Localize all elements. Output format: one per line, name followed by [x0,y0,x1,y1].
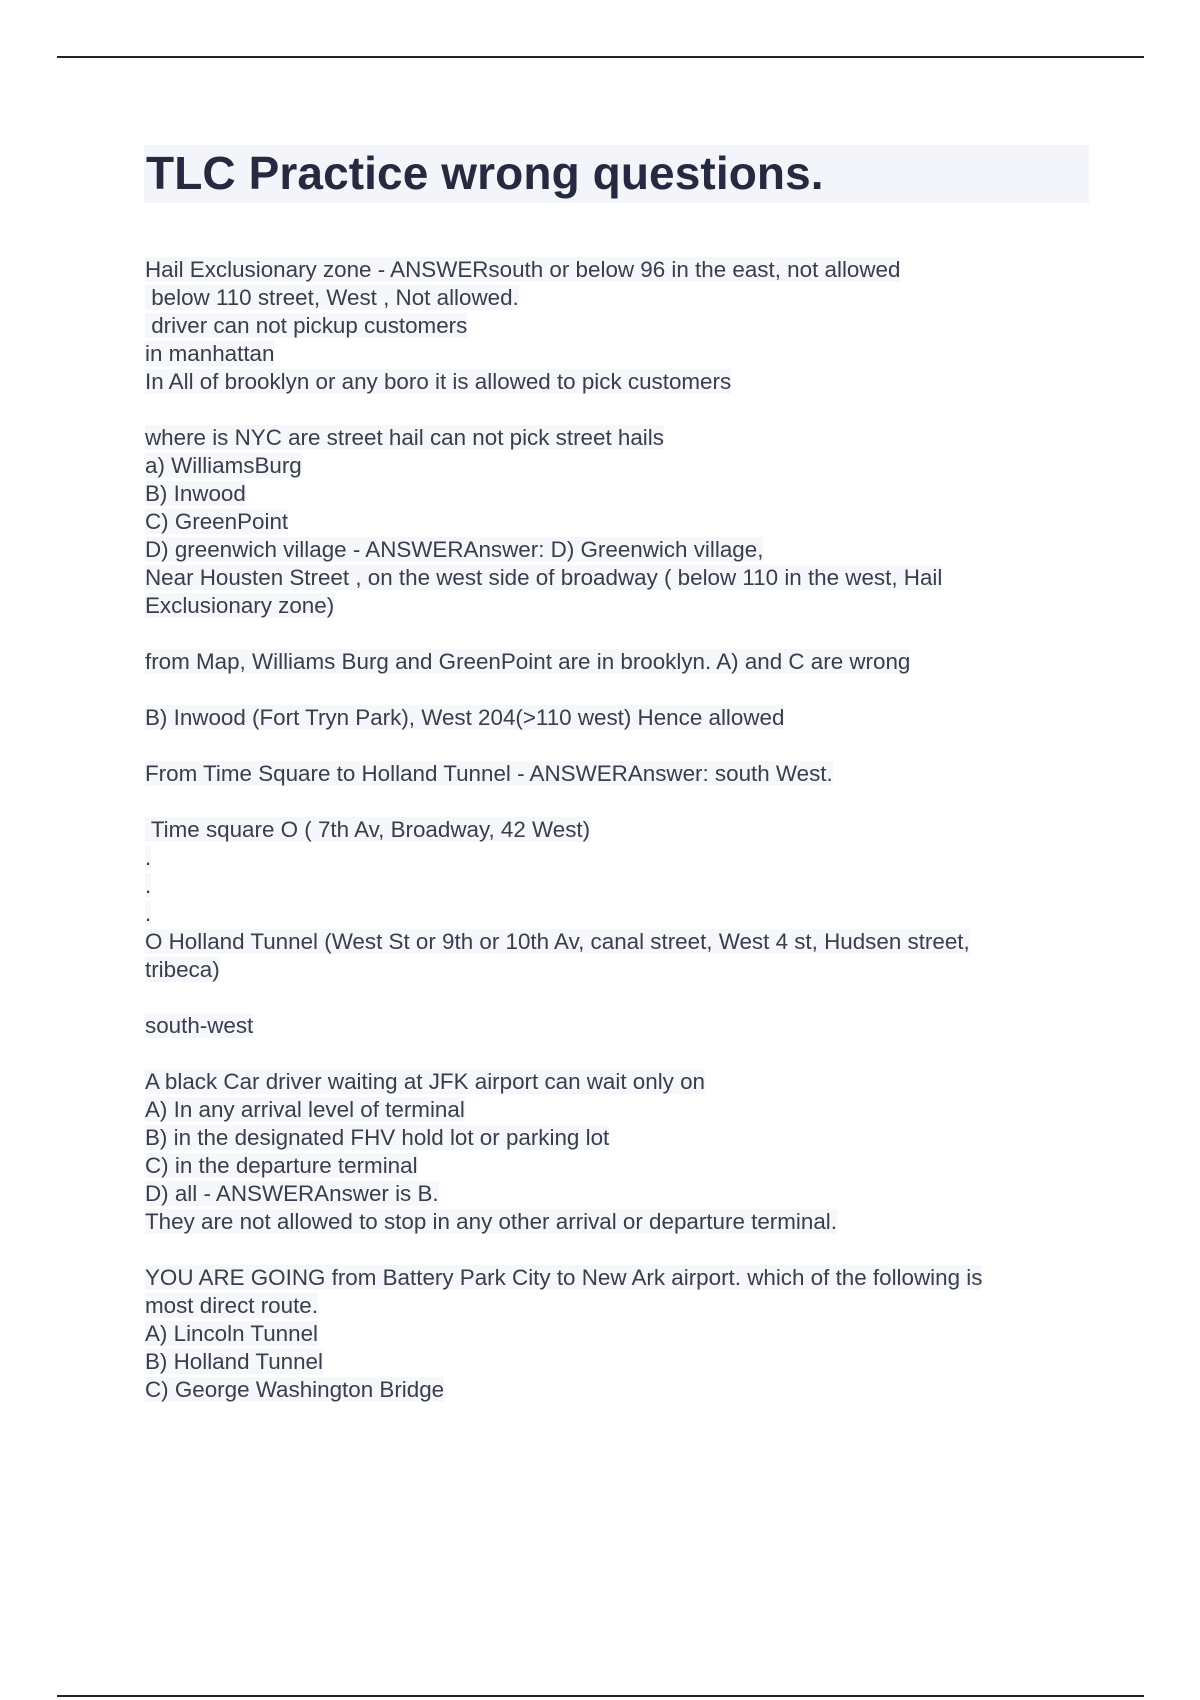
paragraph [145,424,1105,620]
text-line [145,1208,1105,1236]
text-line-content: Time square O ( 7th Av, Broadway, 42 West) [145,817,591,842]
text-line [145,480,1105,508]
text-line-content: C) George Washington Bridge [145,1377,445,1402]
text-line-content: in manhattan [145,341,275,366]
text-line-content: from Map, Williams Burg and GreenPoint are in brooklyn. A) and C are wrong [145,649,911,674]
text-line [145,452,1105,480]
text-line-content: a) WilliamsBurg [145,453,302,478]
paragraph [145,1012,1105,1040]
paragraph [145,760,1105,788]
text-line [145,956,1105,984]
text-line-content: tribeca) [145,957,220,982]
text-line [145,760,1105,788]
text-line-content: B) Inwood [145,481,246,506]
page-title: TLC Practice wrong questions. [146,147,824,199]
text-line [145,1068,1105,1096]
text-line-content: . [145,845,152,870]
text-line [145,1348,1105,1376]
text-line [145,1376,1105,1404]
text-line-content: Near Housten Street , on the west side of broadway ( below 110 in the west, Hail [145,565,943,590]
text-line [145,1264,1105,1292]
text-line [145,256,1105,284]
text-line [145,1180,1105,1208]
bottom-divider [57,1695,1144,1697]
text-line-content: They are not allowed to stop in any other arrival or departure terminal. [145,1209,837,1234]
paragraph [145,1264,1105,1404]
top-divider [57,56,1144,58]
text-line-content: where is NYC are street hail can not pick street hails [145,425,664,450]
text-line-content: In All of brooklyn or any boro it is allowed to pick customers [145,369,732,394]
paragraph [145,704,1105,732]
text-line-content: Hail Exclusionary zone - ANSWERsouth or below 96 in the east, not allowed [145,257,901,282]
text-line-content: most direct route. [145,1293,318,1318]
text-line-content: A black Car driver waiting at JFK airport can wait only on [145,1069,706,1094]
text-line-content: B) Inwood (Fort Tryn Park), West 204(>110 west) Hence allowed [145,705,785,730]
text-line [145,564,1105,592]
text-line [145,844,1105,872]
paragraph [145,1068,1105,1236]
text-line-content: . [145,873,152,898]
text-line [145,1012,1105,1040]
text-line [145,1124,1105,1152]
text-line-content: O Holland Tunnel (West St or 9th or 10th Av, canal street, West 4 st, Hudsen street, [145,929,970,954]
text-line [145,508,1105,536]
text-line-content: C) in the departure terminal [145,1153,418,1178]
text-line [145,648,1105,676]
text-line [145,424,1105,452]
text-line-content: YOU ARE GOING from Battery Park City to New Ark airport. which of the following is [145,1265,983,1290]
text-line-content: A) In any arrival level of terminal [145,1097,465,1122]
text-line-content: C) GreenPoint [145,509,289,534]
text-line [145,340,1105,368]
text-line-content: driver can not pickup customers [145,313,468,338]
text-line [145,928,1105,956]
text-line [145,1320,1105,1348]
text-line-content: below 110 street, West , Not allowed. [145,285,519,310]
text-line [145,1152,1105,1180]
text-line [145,312,1105,340]
text-line [145,816,1105,844]
text-line-content: A) Lincoln Tunnel [145,1321,319,1346]
text-line [145,1292,1105,1320]
text-line-content: Exclusionary zone) [145,593,335,618]
text-line [145,900,1105,928]
text-line-content: B) in the designated FHV hold lot or parking lot [145,1125,610,1150]
text-line-content: D) all - ANSWERAnswer is B. [145,1181,439,1206]
text-line [145,872,1105,900]
text-line [145,592,1105,620]
text-line [145,368,1105,396]
paragraph [145,256,1105,396]
text-line [145,536,1105,564]
text-line [145,704,1105,732]
text-line [145,1096,1105,1124]
text-line-content: From Time Square to Holland Tunnel - ANSWERAnswer: south West. [145,761,833,786]
paragraph [145,648,1105,676]
document-body [145,256,1105,1432]
text-line-content: D) greenwich village - ANSWERAnswer: D) Greenwich village, [145,537,764,562]
text-line-content: . [145,901,152,926]
text-line-content: B) Holland Tunnel [145,1349,323,1374]
text-line-content: south-west [145,1013,254,1038]
paragraph [145,816,1105,984]
text-line [145,284,1105,312]
